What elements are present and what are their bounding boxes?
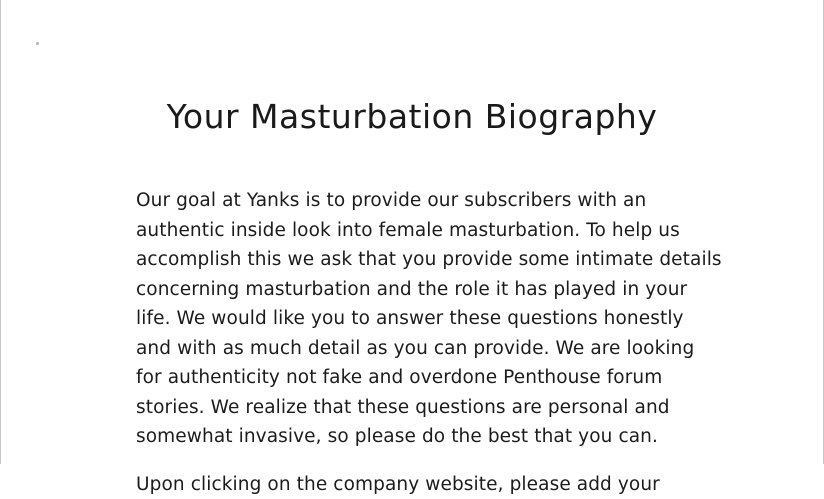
document-body: [136, 186, 722, 499]
page-left-edge-rule: [0, 0, 1, 464]
body-paragraph-2: Upon clicking on the company website, please add your: [136, 470, 722, 499]
scan-speck: [36, 42, 39, 45]
document-title: Your Masturbation Biography: [0, 97, 824, 136]
body-paragraph-1: Our goal at Yanks is to provide our subscribers with an authentic inside look into female masturbation. To help us accomplish this we ask that you provide some intimate details concerning masturbation and the role it has played in your life. We would like you to answer these questions honestly and with as much detail as you can provide. We are looking for authenticity not fake and overdone Penthouse forum stories. We realize that these questions are personal and somewhat invasive, so please do the best that you can.: [136, 186, 722, 452]
